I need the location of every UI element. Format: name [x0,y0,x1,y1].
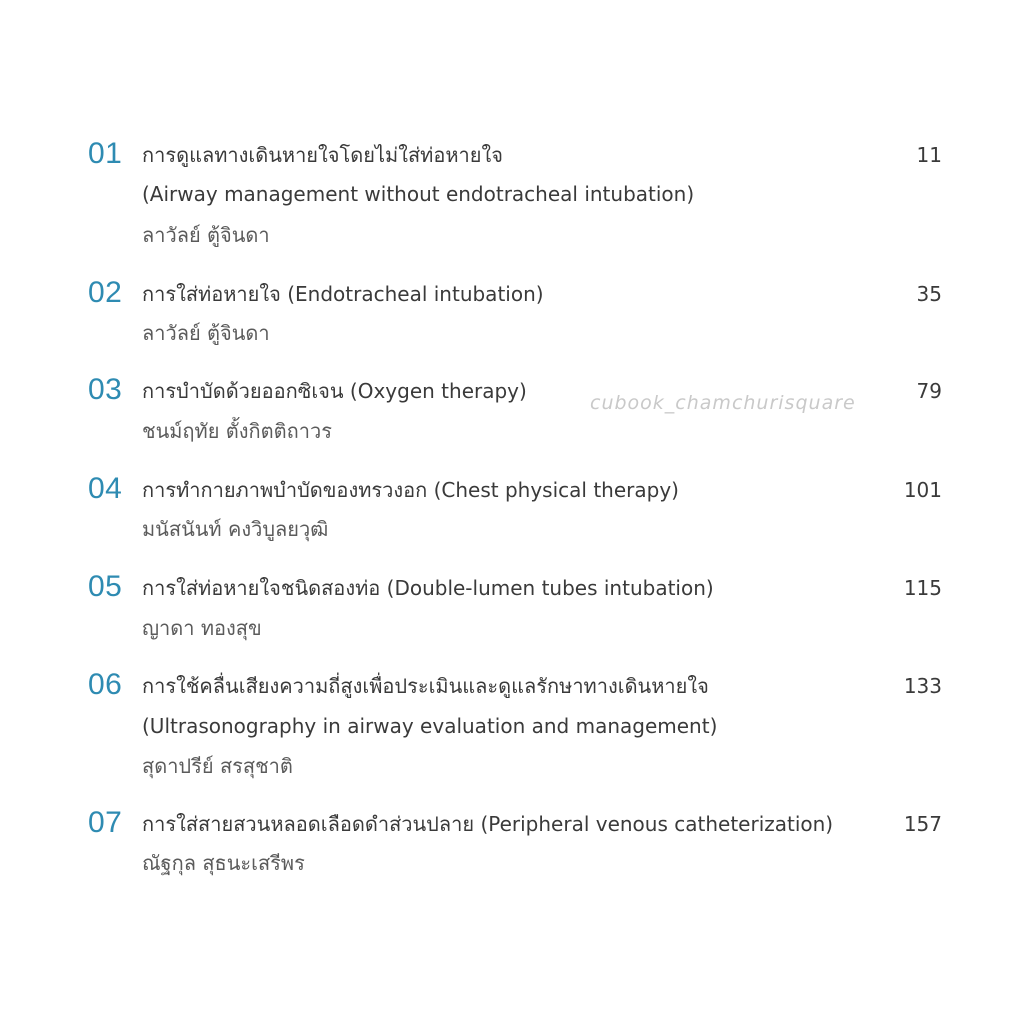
chapter-number: 07 [88,806,123,839]
chapter-title: การทำกายภาพบำบัดของทรวงอก (Chest physical therapy) [142,478,679,502]
page-number: 11 [916,143,942,167]
chapter-author: ลาวัลย์ ตู้จินดา [142,321,270,345]
chapter-title-thai: การดูแลทางเดินหายใจโดยไม่ใส่ท่อหายใจ [142,143,503,167]
watermark: cubook_chamchurisquare [590,392,856,414]
chapter-title-thai: การใช้คลื่นเสียงความถี่สูงเพื่อประเมินและดูแลรักษาทางเดินหายใจ [142,674,709,698]
page-number: 133 [903,674,942,698]
chapter-title-english: (Airway management without endotracheal intubation) [142,182,695,206]
chapter-number: 01 [88,137,123,170]
page-number: 115 [903,576,942,600]
chapter-author: ณัฐกุล สุธนะเสรีพร [142,851,305,875]
page-number: 79 [916,379,942,403]
chapter-number: 05 [88,570,123,603]
chapter-number: 03 [88,373,123,406]
chapter-title: การบำบัดด้วยออกซิเจน (Oxygen therapy) [142,379,527,403]
chapter-author: ญาดา ทองสุข [142,616,262,640]
chapter-author: ลาวัลย์ ตู้จินดา [142,223,270,247]
chapter-number: 04 [88,472,123,505]
page-number: 35 [916,282,942,306]
chapter-title-english: (Ultrasonography in airway evaluation and management) [142,714,718,738]
chapter-title: การใส่สายสวนหลอดเลือดดำส่วนปลาย (Peripheral venous catheterization) [142,812,834,836]
page-number: 157 [903,812,942,836]
page-number: 101 [903,478,942,502]
chapter-title: การใส่ท่อหายใจ (Endotracheal intubation) [142,282,544,306]
chapter-title: การใส่ท่อหายใจชนิดสองท่อ (Double-lumen tubes intubation) [142,576,714,600]
chapter-number: 06 [88,668,123,701]
chapter-author: สุดาปรีย์ สรสุชาติ [142,754,293,778]
chapter-author: มนัสนันท์ คงวิบูลยวุฒิ [142,517,329,541]
chapter-author: ชนม์ฤทัย ตั้งกิตติถาวร [142,419,332,443]
chapter-number: 02 [88,276,123,309]
